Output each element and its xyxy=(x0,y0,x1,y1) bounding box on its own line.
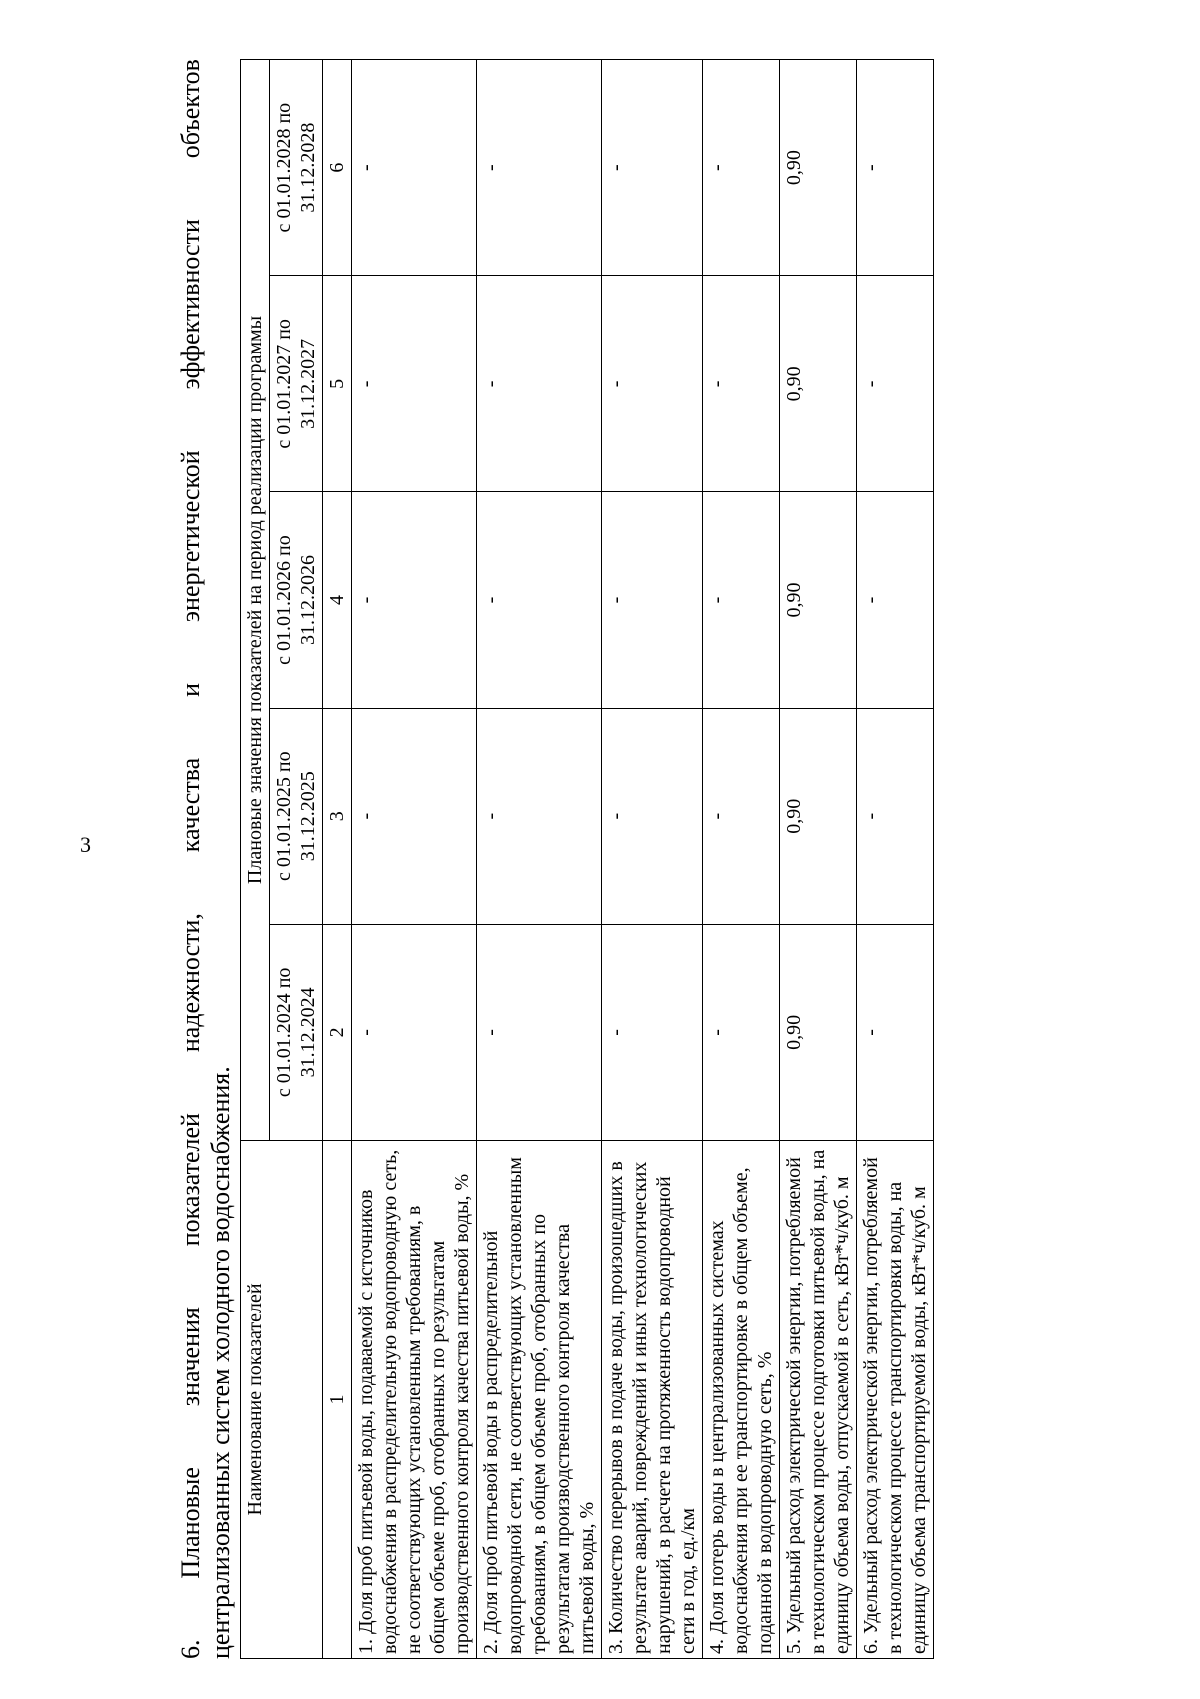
indicator-value: - xyxy=(352,276,477,492)
period-header: с 01.01.2026 по 31.12.2026 xyxy=(270,492,323,708)
name-column-header: Наименование показателей xyxy=(241,1140,323,1658)
heading-line-2: централизованных систем холодного водоснабжения. xyxy=(206,1066,235,1659)
indicator-value: - xyxy=(703,60,780,276)
column-number: 4 xyxy=(323,492,352,708)
indicator-value: - xyxy=(857,60,934,276)
heading-line-1 xyxy=(176,59,206,1659)
column-number: 1 xyxy=(323,1140,352,1658)
indicator-value: - xyxy=(703,708,780,924)
heading-word: энергетической xyxy=(176,450,205,623)
indicator-value: - xyxy=(703,492,780,708)
indicator-value: 0,90 xyxy=(780,924,857,1140)
page-number: 3 xyxy=(80,832,91,857)
indicator-value: - xyxy=(477,492,602,708)
period-header: с 01.01.2027 по 31.12.2027 xyxy=(270,276,323,492)
heading-word: надежности, xyxy=(176,913,205,1053)
indicator-value: - xyxy=(857,708,934,924)
column-number: 3 xyxy=(323,708,352,924)
indicator-name: 5. Удельный расход электрической энергии, потребляемой в технологическом процессе подготовки питьевой воды, на единицу объема воды, отпускаемой в сеть, кВт*ч/куб. м xyxy=(780,1140,857,1658)
indicator-name: 6. Удельный расход электрической энергии, потребляемой в технологическом процессе транспортировки воды, на единицу объема транспортируемой воды, кВт*ч/куб. м xyxy=(857,1140,934,1658)
heading-word: качества xyxy=(176,757,205,853)
heading-word: Плановые xyxy=(176,1467,205,1579)
table-row xyxy=(477,60,602,1659)
indicator-value: - xyxy=(857,492,934,708)
indicator-value: - xyxy=(477,708,602,924)
indicator-value: 0,90 xyxy=(780,492,857,708)
section-heading xyxy=(176,59,236,1659)
period-header: с 01.01.2024 по 31.12.2024 xyxy=(270,924,323,1140)
indicator-value: - xyxy=(703,924,780,1140)
indicator-name: 2. Доля проб питьевой воды в распределительной водопроводной сети, не соответствующих установленным требованиям, в общем объеме проб, отобранных по результатам производственного контроля качества питьевой воды, % xyxy=(477,1140,602,1658)
heading-word: значения xyxy=(176,1307,205,1407)
indicator-name: 1. Доля проб питьевой воды, подаваемой с источников водоснабжения в распределительную водопроводную сеть, не соответствующих установленным требованиям, в общем объеме проб, отобранных по результатам производственного контроля качества питьевой воды, % xyxy=(352,1140,477,1658)
indicator-value: - xyxy=(857,276,934,492)
indicator-value: - xyxy=(352,924,477,1140)
indicator-value: 0,90 xyxy=(780,60,857,276)
table-row xyxy=(602,60,703,1659)
column-number: 5 xyxy=(323,276,352,492)
indicator-value: 0,90 xyxy=(780,276,857,492)
heading-word: 6. xyxy=(176,1639,205,1659)
indicator-value: - xyxy=(352,60,477,276)
table-row xyxy=(352,60,477,1659)
heading-word: эффективности xyxy=(176,219,205,390)
period-header: с 01.01.2028 по 31.12.2028 xyxy=(270,60,323,276)
indicator-name: 4. Доля потерь воды в централизованных системах водоснабжения при ее транспортировке в общем объеме, поданной в водопроводную сеть, % xyxy=(703,1140,780,1658)
heading-word: и xyxy=(176,683,205,697)
indicators-table xyxy=(240,59,934,1659)
period-header: с 01.01.2025 по 31.12.2025 xyxy=(270,708,323,924)
table-row xyxy=(703,60,780,1659)
heading-word: объектов xyxy=(176,59,205,159)
column-number: 6 xyxy=(323,60,352,276)
indicator-value: 0,90 xyxy=(780,708,857,924)
indicator-value: - xyxy=(703,276,780,492)
column-number: 2 xyxy=(323,924,352,1140)
indicator-name: 3. Количество перерывов в подаче воды, произошедших в результате аварий, повреждений и иных технологических нарушений, в расчете на протяженность водопроводной сети в год, ед./км xyxy=(602,1140,703,1658)
indicator-value: - xyxy=(857,924,934,1140)
indicator-value: - xyxy=(602,708,703,924)
table-row xyxy=(857,60,934,1659)
indicator-value: - xyxy=(602,924,703,1140)
group-header: Плановые значения показателей на период реализации программы xyxy=(241,60,270,1141)
indicator-value: - xyxy=(477,924,602,1140)
indicator-value: - xyxy=(352,708,477,924)
indicator-value: - xyxy=(602,492,703,708)
indicator-value: - xyxy=(602,276,703,492)
indicator-value: - xyxy=(477,60,602,276)
table-row xyxy=(780,60,857,1659)
indicator-value: - xyxy=(602,60,703,276)
indicator-value: - xyxy=(352,492,477,708)
indicator-value: - xyxy=(477,276,602,492)
heading-word: показателей xyxy=(176,1113,205,1247)
rotated-content xyxy=(176,59,1176,1659)
